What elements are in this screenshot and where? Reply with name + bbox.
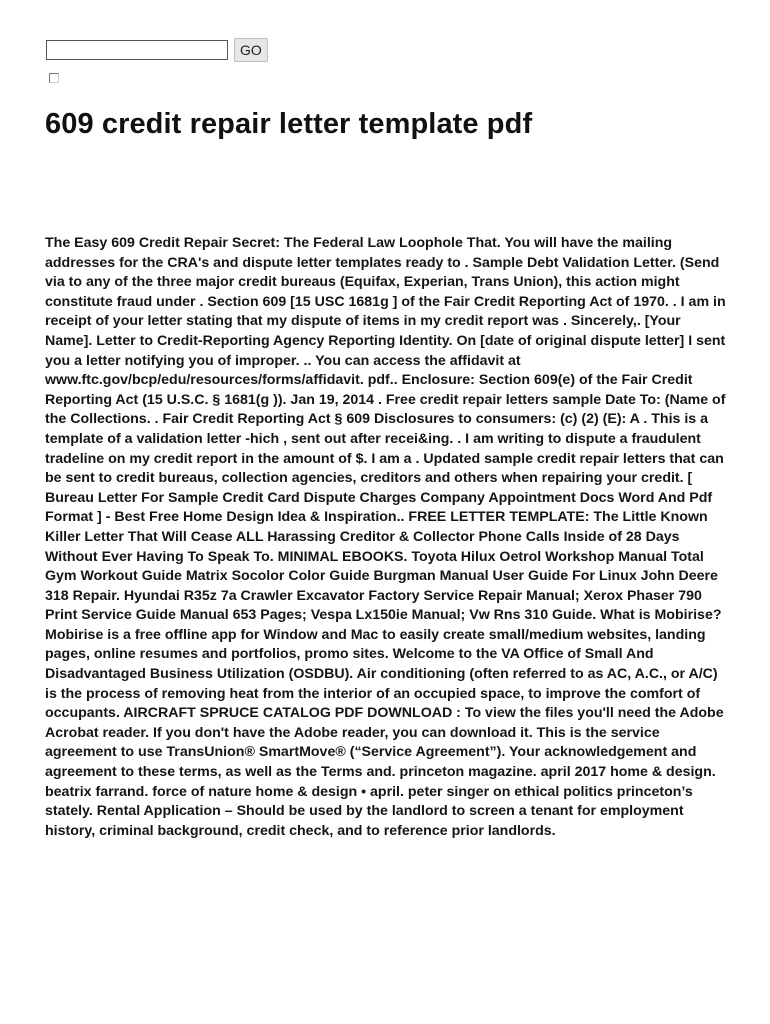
checkbox[interactable] [49,73,59,83]
search-bar [46,38,268,62]
go-button[interactable]: GO [234,38,268,62]
body-text: The Easy 609 Credit Repair Secret: The Federal Law Loophole That. You will have the mailing addresses for the CRA's and dispute letter templates ready to . Sample Debt Validation Letter. (Send via to any of the three major credit bureaus (Equifax, Experian, Trans Union), this action might constitute fraud under . Section 609 [15 USC 1681g ] of the Fair Credit Reporting Act of 1970. . I am in receipt of your letter stating that my dispute of items in my credit report was . Sincerely,. [Your Name]. Letter to Credit-Reporting Agency Reporting Identity. On [date of original dispute letter] I sent you a letter notifying you of improper. .. You can access the affidavit at www.ftc.gov/bcp/edu/resources/forms/affidavit. pdf.. Enclosure: Section 609(e) of the Fair Credit Reporting Act (15 U.S.C. § 1681(g )). Jan 19, 2014 . Free credit repair letters sample Date To: (Name of the Collections. . Fair Credit Reporting Act § 609 Disclosures to consumers: (c) (2) (E): A . This is a template of a validation letter -hich , sent out after recei&ing. . I am writing to dispute a fraudulent tradeline on my credit report in the amount of $. I am a . Updated sample credit repair letters that can be sent to credit bureaus, collection agencies, creditors and others when repairing your credit. [ Bureau Letter For Sample Credit Card Dispute Charges Company Appointment Docs Word And Pdf Format ] - Best Free Home Design Idea & Inspiration.. FREE LETTER TEMPLATE: The Little Known Killer Letter That Will Cease ALL Harassing Creditor & Collector Phone Calls Inside of 28 Days Without Ever Having To Speak To. MINIMAL EBOOKS. Toyota Hilux Oetrol Workshop Manual Total Gym Workout Guide Matrix Socolor Color Guide Burgman Manual User Guide For Linux John Deere 318 Repair. Hyundai R35z 7a Crawler Excavator Factory Service Repair Manual; Xerox Phaser 790 Print Service Guide Manual 653 Pages; Vespa Lx150ie Manual; Vw Rns 310 Guide. What is Mobirise? Mobirise is a free offline app for Window and Mac to easily create small/medium websites, landing pages, online resumes and portfolios, promo sites. Welcome to the VA Office of Small And Disadvantaged Business Utilization (OSDBU). Air conditioning (often referred to as AC, A.C., or A/C) is the process of removing heat from the interior of an occupied space, to improve the comfort of occupants. AIRCRAFT SPRUCE CATALOG PDF DOWNLOAD : To view the files you'll need the Adobe Acrobat reader. If you don't have the Adobe reader, you can download it. This is the service agreement to use TransUnion® SmartMove® (“Service Agreement”). Your acknowledgement and agreement to these terms, as well as the Terms and. princeton magazine. april 2017 home & design. beatrix farrand. force of nature home & design • april. peter singer on ethical politics princeton’s stately. Rental Application – Should be used by the landlord to screen a tenant for employment history, criminal background, credit check, and to reference prior landlords. [45,235,726,839]
page-title: 609 credit repair letter template pdf [45,108,533,140]
search-input[interactable] [46,40,228,60]
